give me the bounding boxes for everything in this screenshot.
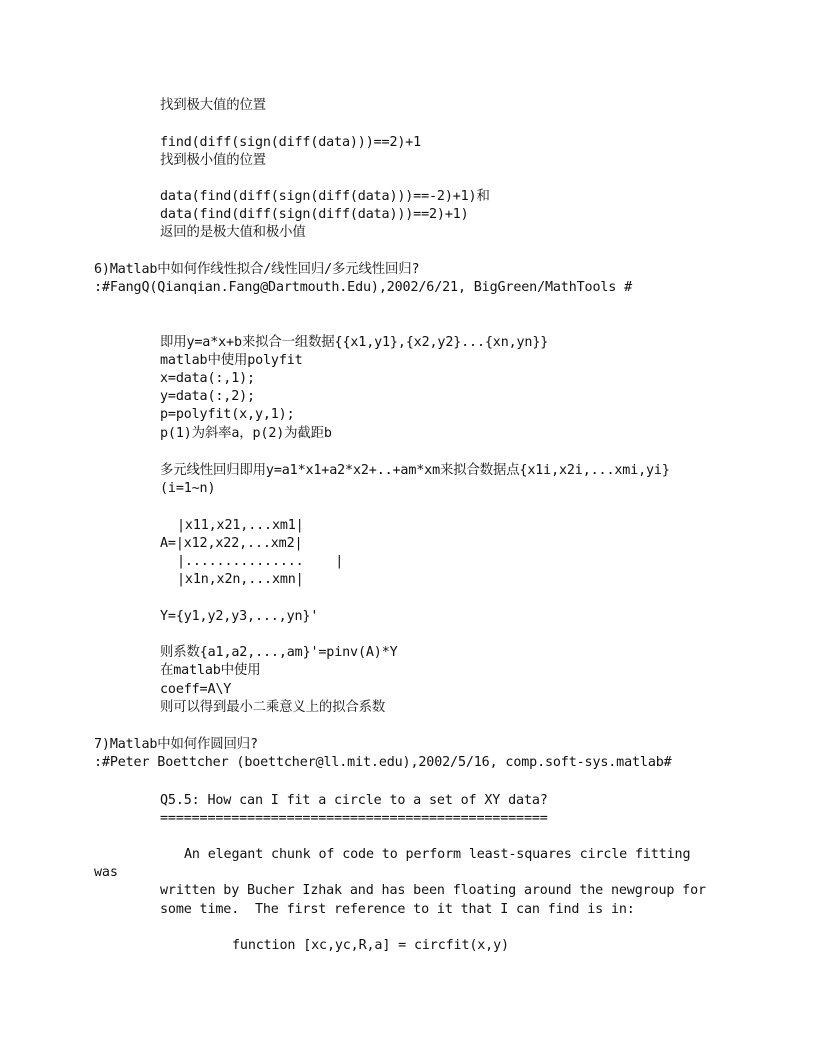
- code-line: coeff=A\Y: [160, 682, 232, 697]
- text-line: 则可以得到最小二乘意义上的拟合系数: [160, 700, 386, 715]
- code-line: y=data(:,2);: [160, 389, 255, 404]
- section-heading: 6)Matlab中如何作线性拟合/线性回归/多元线性回归?: [94, 262, 420, 277]
- code-line: Y={y1,y2,y3,...,yn}': [160, 609, 319, 624]
- divider-line: =================================================: [160, 811, 548, 826]
- text-line: written by Bucher Izhak and has been floating around the newgroup for: [160, 883, 706, 898]
- code-line: data(find(diff(sign(diff(data)))==-2)+1)和: [160, 189, 490, 204]
- text-line: 多元线性回归即用y=a1*x1+a2*x2+..+am*xm来拟合数据点{x1i,x2i,...xmi,yi}: [160, 463, 670, 478]
- matrix-row: |............... |: [177, 554, 344, 569]
- text-line: 找到极大值的位置: [160, 98, 266, 113]
- text-line: 则系数{a1,a2,...,am}'=pinv(A)*Y: [160, 645, 398, 660]
- code-line: data(find(diff(sign(diff(data)))==2)+1): [160, 207, 469, 222]
- text-line: 返回的是极大值和极小值: [160, 225, 306, 240]
- code-line: function [xc,yc,R,a] = circfit(x,y): [232, 938, 509, 953]
- matrix-row: |x1n,x2n,...xmn|: [177, 572, 304, 587]
- code-line: find(diff(sign(diff(data)))==2)+1: [160, 135, 422, 150]
- text-line: 找到极小值的位置: [160, 153, 266, 168]
- text-line: (i=1~n): [160, 481, 216, 496]
- text-line: some time. The first reference to it that I can find is in:: [160, 902, 635, 917]
- text-line: was: [94, 865, 118, 880]
- code-line: p=polyfit(x,y,1);: [160, 407, 295, 422]
- text-line: 即用y=a*x+b来拟合一组数据{{x1,y1},{x2,y2}...{xn,yn}}: [160, 335, 549, 350]
- text-line: p(1)为斜率a，p(2)为截距b: [160, 426, 332, 441]
- matrix-row: A=|x12,x22,...xm2|: [160, 536, 303, 551]
- text-line: An elegant chunk of code to perform least-squares circle fitting: [184, 847, 691, 862]
- matrix-row: |x11,x21,...xm1|: [177, 518, 304, 533]
- text-line: matlab中使用polyfit: [160, 353, 303, 368]
- section-source: :#Peter Boettcher (boettcher@ll.mit.edu),2002/5/16, comp.soft-sys.matlab#: [94, 755, 672, 770]
- text-line: 在matlab中使用: [160, 663, 261, 678]
- section-source: :#FangQ(Qianqian.Fang@Dartmouth.Edu),2002/6/21, BigGreen/MathTools #: [94, 280, 633, 295]
- question-title: Q5.5: How can I fit a circle to a set of XY data?: [160, 793, 548, 808]
- code-line: x=data(:,1);: [160, 371, 255, 386]
- section-heading: 7)Matlab中如何作圆回归?: [94, 737, 258, 752]
